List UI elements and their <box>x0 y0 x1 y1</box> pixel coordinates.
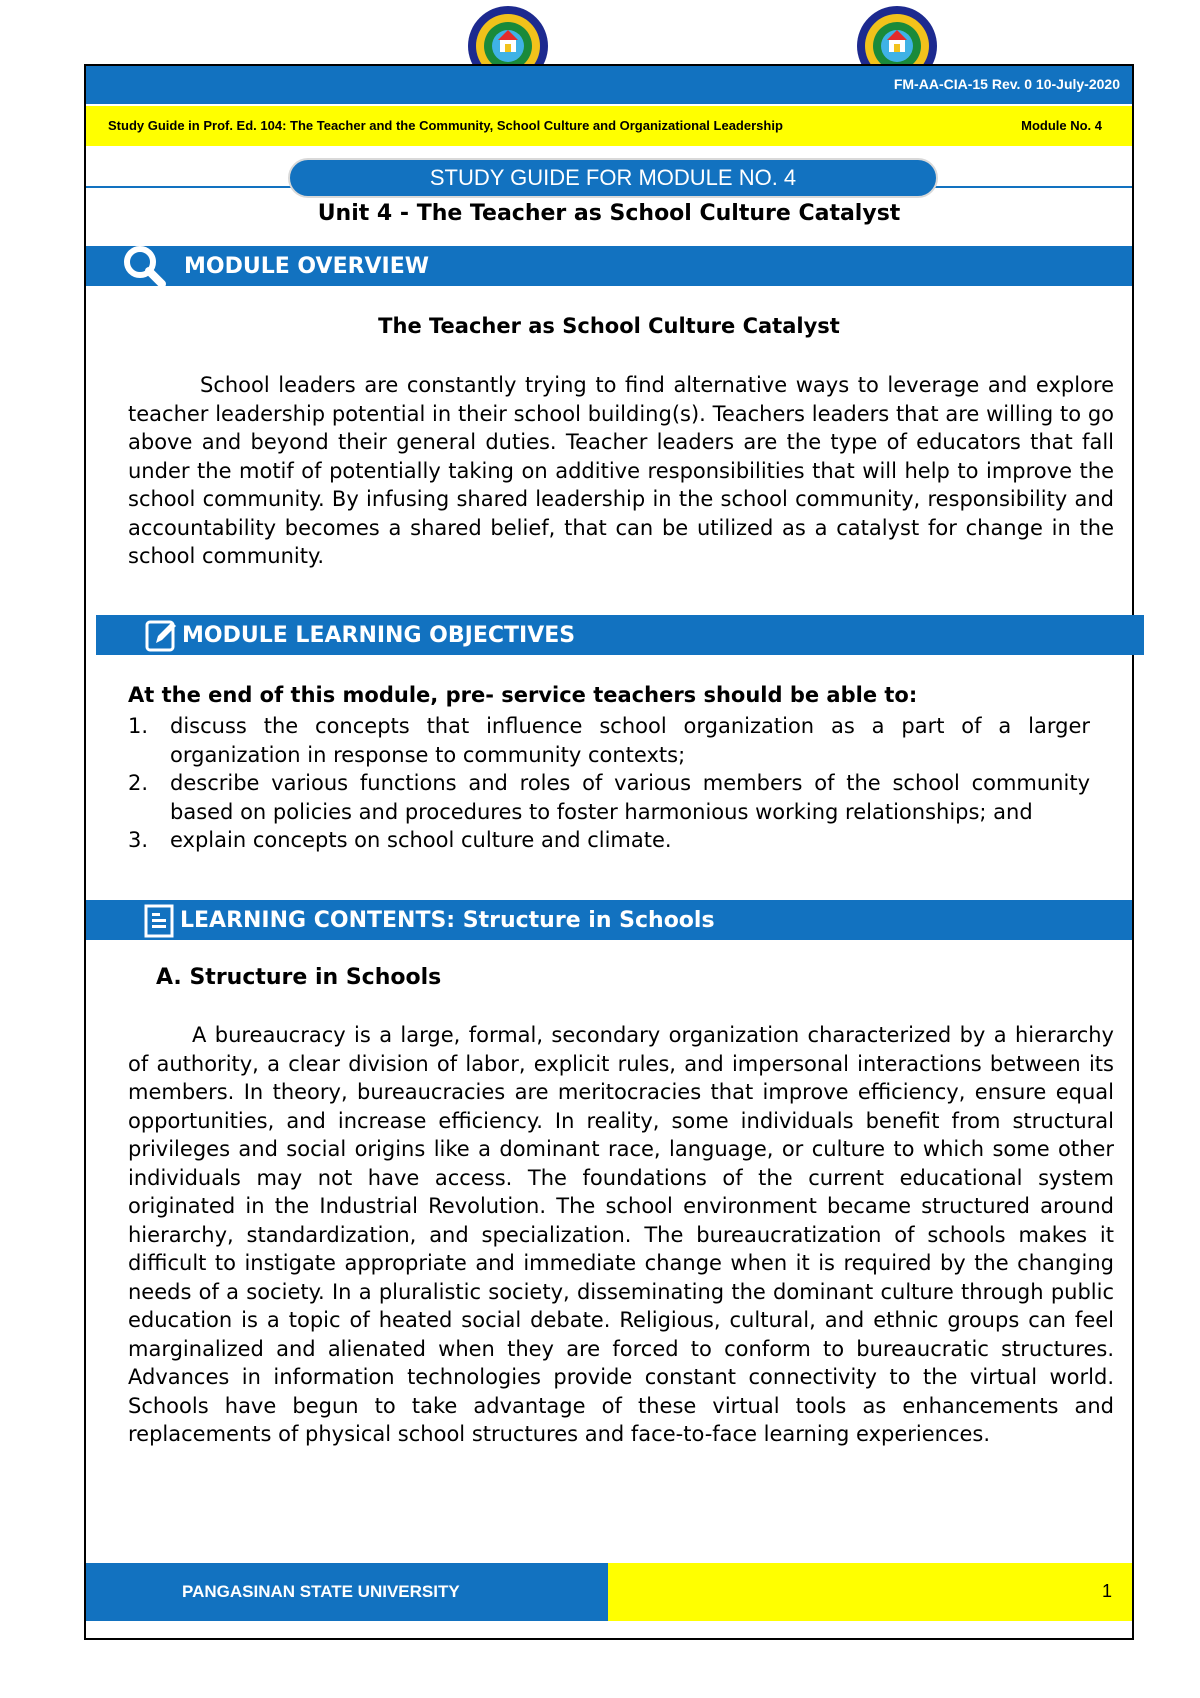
document-icon <box>144 904 176 938</box>
learning-objectives-header <box>96 615 1144 655</box>
university-name: PANGASINAN STATE UNIVERSITY <box>182 1582 460 1601</box>
learning-objectives-heading: MODULE LEARNING OBJECTIVES <box>182 623 576 648</box>
list-item: 2. describe various functions and roles of various members of the school community based on policies and procedures to foster harmonious working relationships; and <box>128 771 1090 824</box>
footer-university-bar <box>86 1563 608 1621</box>
course-title-bar <box>86 106 1132 146</box>
contents-paragraph: A bureaucracy is a large, formal, secondary organization characterized by a hierarchy of authority, a clear division of labor, explicit rules, and impersonal interactions between its members. In theory, bureaucracies are meritocracies that improve efficiency, ensure equal opportunities, and increase efficiency. In reality, some individuals benefit from structural privileges and social origins like a dominant race, language, or culture to which some other individuals may not have access. The foundations of the current educational system originated in the Industrial Revolution. The school environment became structured around hierarchy, standardization, and specialization. The bureaucratization of schools makes it difficult to instigate appropriate and immediate change when it is required by the changing needs of a society. In a pluralistic society, disseminating the dominant culture through public education is a topic of heated social debate. Religious, cultural, and ethnic groups can feel marginalized and alienated when they are forced to conform to bureaucratic structures. Advances in information technologies provide constant connectivity to the virtual world. Schools have begun to take advantage of these virtual tools as enhancements and replacements of physical school structures and face-to-face learning experiences. <box>128 1023 1114 1446</box>
objectives-list <box>128 712 1090 855</box>
learning-contents-header <box>86 900 1132 940</box>
list-item: 3. explain concepts on school culture and climate. <box>128 828 672 852</box>
pencil-note-icon <box>144 619 178 653</box>
overview-paragraph: School leaders are constantly trying to find alternative ways to leverage and explore teacher leadership potential in their school building(s). Teachers leaders that are willing to go above and beyond their general duties. Teacher leaders are the type of educators that fall under the motif of potentially taking on additive responsibilities that will help to improve the school community. By infusing shared leadership in the school community, responsibility and accountability becomes a shared belief, that can be utilized as a catalyst for change in the school community. <box>128 373 1114 568</box>
page-number: 1 <box>1101 1581 1112 1601</box>
overview-title: The Teacher as School Culture Catalyst <box>378 314 840 338</box>
footer-page-bar <box>608 1563 1132 1621</box>
section-subheading: A. Structure in Schools <box>156 965 442 990</box>
module-overview-heading: MODULE OVERVIEW <box>184 254 430 279</box>
search-icon <box>122 244 168 290</box>
course-title: Study Guide in Prof. Ed. 104: The Teacher and the Community, School Culture and Organizational Leadership <box>108 118 783 133</box>
form-code: FM-AA-CIA-15 Rev. 0 10-July-2020 <box>893 76 1120 92</box>
list-item: 1. discuss the concepts that influence school organization as a part of a larger organization in response to community contexts; <box>128 714 1090 767</box>
form-code-bar <box>86 66 1132 104</box>
unit-title: Unit 4 - The Teacher as School Culture Catalyst <box>317 201 901 226</box>
objectives-lead: At the end of this module, pre- service teachers should be able to: <box>128 683 918 707</box>
learning-contents-heading: LEARNING CONTENTS: Structure in Schools <box>180 908 715 933</box>
module-overview-header <box>86 246 1132 286</box>
study-guide-title: STUDY GUIDE FOR MODULE NO. 4 <box>288 158 938 198</box>
module-number: Module No. 4 <box>1021 118 1102 133</box>
